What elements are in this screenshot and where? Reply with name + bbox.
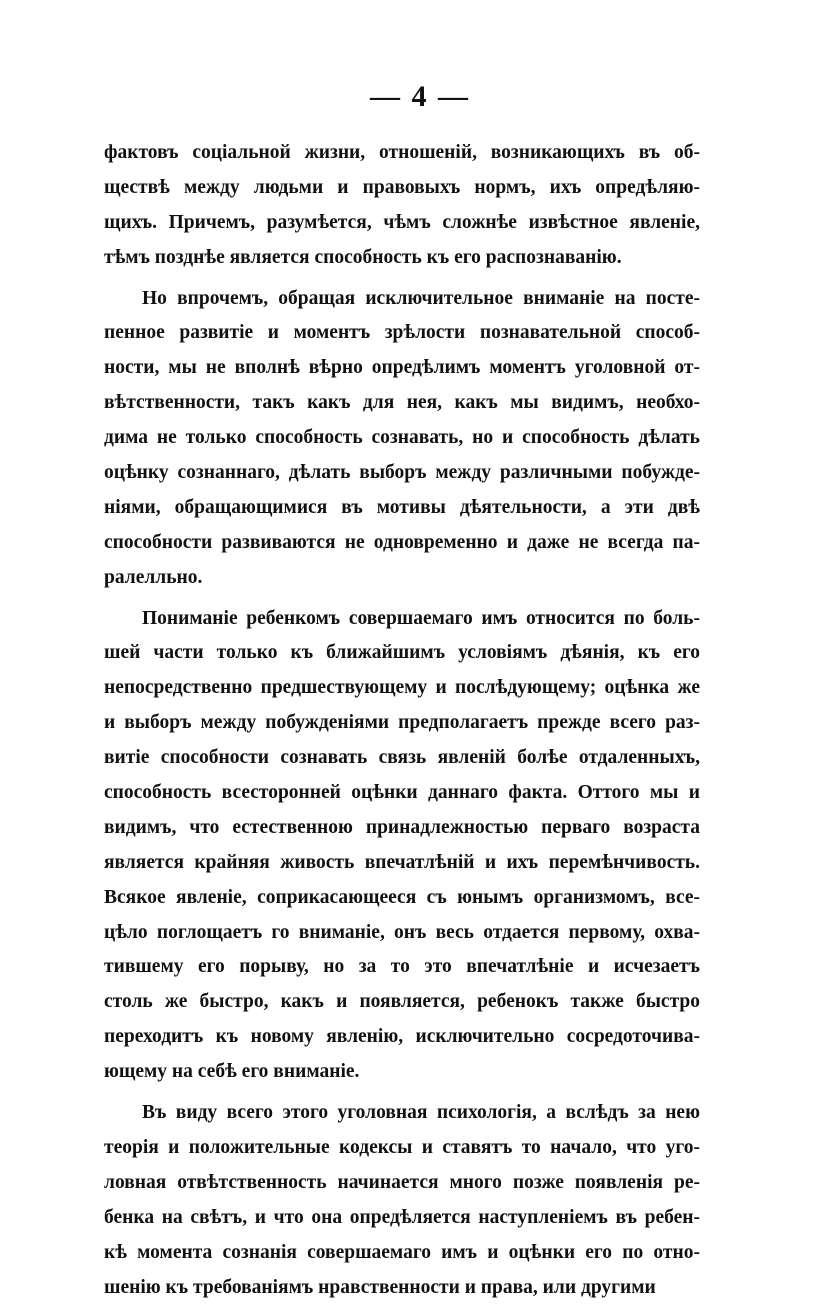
text-line: оцѣнку сознаннаго, дѣлать выборъ между различными побужде- [104,456,700,491]
text-line: является крайняя живость впечатлѣній и ихъ перемѣнчивость. [104,846,700,881]
text-line: пенное развитіе и моментъ зрѣлости познавательной способ- [104,316,700,351]
text-line: ралелльно. [104,561,700,596]
text-line: столь же быстро, какъ и появляется, ребенокъ также быстро [104,985,700,1020]
text-line: тившему его порыву, но за то это впечатлѣніе и исчезаетъ [104,950,700,985]
text-line: ности, мы не вполнѣ вѣрно опредѣлимъ моментъ уголовной от- [104,351,700,386]
paragraph [104,602,700,1090]
text-line: дима не только способность сознавать, но и способность дѣлать [104,421,700,456]
text-line: витіе способности сознавать связь явленій болѣе отдаленныхъ, [104,741,700,776]
text-line: тѣмъ позднѣе является способность къ его распознаванію. [104,241,700,276]
text-line: переходитъ къ новому явленію, исключительно сосредоточива- [104,1020,700,1055]
paragraph [104,282,700,596]
text-line: способность всесторонней оцѣнки даннаго факта. Оттого мы и [104,776,700,811]
text-line: теорія и положительные кодексы и ставятъ то начало, что уго- [104,1131,700,1166]
body-text [104,136,700,1305]
text-line: ществѣ между людьми и правовыхъ нормъ, ихъ опредѣляю- [104,171,700,206]
text-line: фактовъ соціальной жизни, отношеній, возникающихъ въ об- [104,136,700,171]
text-line: ніями, обращающимися въ мотивы дѣятельности, а эти двѣ [104,491,700,526]
paragraph [104,136,700,276]
text-line: вѣтственности, такъ какъ для нея, какъ мы видимъ, необхо- [104,386,700,421]
text-line: цѣло поглощаетъ го вниманіе, онъ весь отдается первому, охва- [104,916,700,951]
text-line: шей части только къ ближайшимъ условіямъ дѣянія, къ его [104,636,700,671]
text-line: способности развиваются не одновременно и даже не всегда па- [104,526,700,561]
text-line: щихъ. Причемъ, разумѣется, чѣмъ сложнѣе извѣстное явленіе, [104,206,700,241]
text-line: видимъ, что естественною принадлежностью перваго возраста [104,811,700,846]
text-line: непосредственно предшествующему и послѣдующему; оцѣнка же [104,671,700,706]
text-line: ющему на себѣ его вниманіе. [104,1055,700,1090]
text-line: ловная отвѣтственность начинается много позже появленія ре- [104,1166,700,1201]
paragraph [104,1096,700,1305]
text-line: и выборъ между побужденіями предполагаетъ прежде всего раз- [104,706,700,741]
text-line: Въ виду всего этого уголовная психологія, а вслѣдъ за нею [104,1096,700,1131]
text-line: бенка на свѣтъ, и что она опредѣляется наступленіемъ въ ребен- [104,1201,700,1236]
text-line: Всякое явленіе, соприкасающееся съ юнымъ организмомъ, все- [104,881,700,916]
text-line: кѣ момента сознанія совершаемаго имъ и оцѣнки его по отно- [104,1236,700,1271]
text-line: Пониманіе ребенкомъ совершаемаго имъ относится по боль- [104,602,700,637]
text-line: Но впрочемъ, обращая исключительное вниманіе на посте- [104,282,700,317]
page-number: — 4 — [0,80,840,114]
text-line: шенію къ требованіямъ нравственности и права, или другими [104,1271,700,1305]
